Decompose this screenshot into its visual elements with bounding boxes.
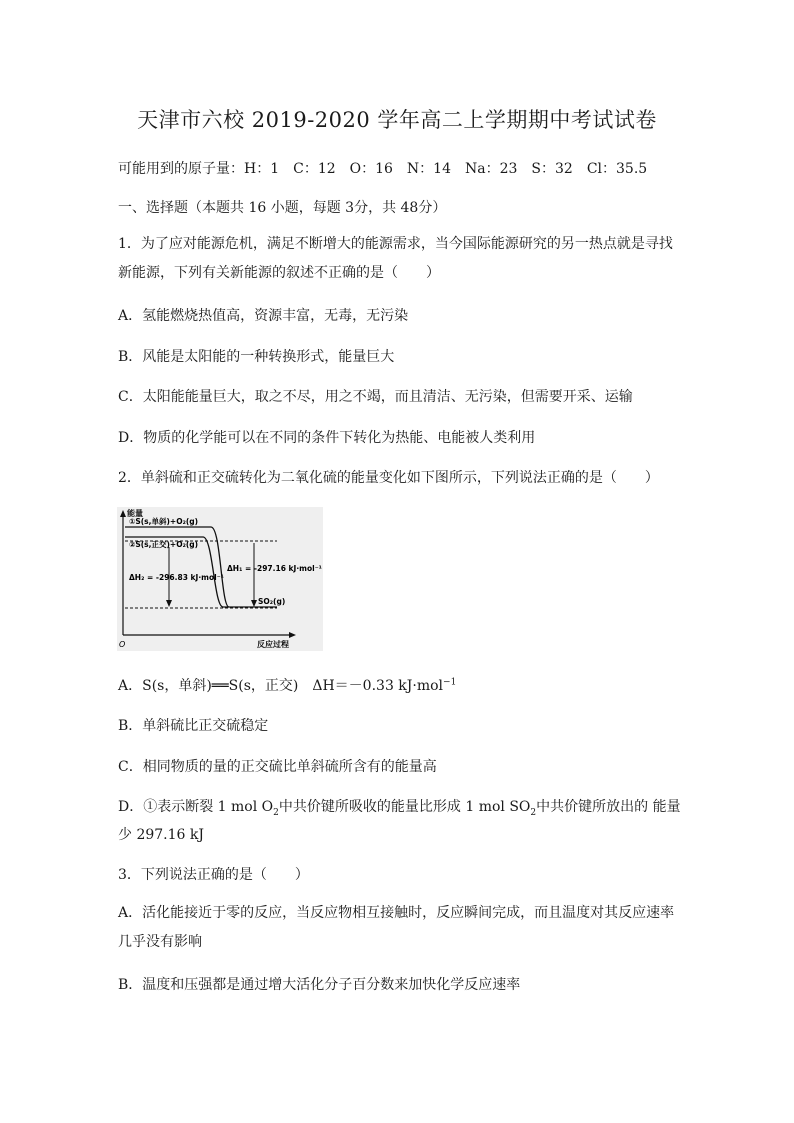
- x-axis-label: 反应过程: [257, 640, 289, 649]
- dh1-arrow-head: [251, 600, 257, 607]
- q2-option-a-text: A．S(s，单斜)══S(s，正交) ΔH＝－0.33 kJ·mol: [118, 678, 444, 694]
- energy-diagram: [117, 507, 323, 651]
- q3-option-b: B．温度和压强都是通过增大活化分子百分数来加快化学反应速率: [118, 977, 521, 993]
- q2-option-d-part1: D．①表示断裂 1 mol O: [118, 799, 274, 815]
- q2-stem: 2．单斜硫和正交硫转化为二氧化硫的能量变化如下图所示，下列说法正确的是（ ）: [118, 470, 659, 486]
- q1-option-c: C．太阳能能量巨大，取之不尽，用之不竭，而且清洁、无污染，但需要开采、运输: [118, 389, 633, 405]
- level-2-curve: [203, 537, 223, 607]
- level-2-label: ②S(s,正交)+O₂(g): [129, 540, 199, 549]
- q2-option-a-sup: −1: [443, 677, 457, 688]
- level-1-label: ①S(s,单斜)+O₂(g): [129, 517, 199, 526]
- q3-stem: 3．下列说法正确的是（ ）: [118, 867, 309, 883]
- q2-option-d-line2: 少 297.16 kJ: [118, 827, 204, 843]
- q1-option-b: B．风能是太阳能的一种转换形式，能量巨大: [118, 349, 395, 365]
- dh2-label: ΔH₂ = -296.83 kJ·mol⁻¹: [129, 573, 224, 582]
- q1-option-d: D．物质的化学能可以在不同的条件下转化为热能、电能被人类利用: [118, 430, 536, 446]
- q2-option-d: [118, 796, 681, 818]
- q2-option-a: [118, 675, 456, 695]
- y-axis-label: 能量: [127, 509, 143, 518]
- q2-option-b: B．单斜硫比正交硫稳定: [118, 718, 269, 734]
- page-title: 天津市六校 2019-2020 学年高二上学期期中考试试卷: [137, 108, 657, 132]
- q2-option-c: C．相同物质的量的正交硫比单斜硫所含有的能量高: [118, 759, 437, 775]
- origin-label: O: [119, 640, 126, 649]
- q2-option-d-sub2: 2: [530, 807, 537, 818]
- q2-option-d-part2: 中共价键所吸收的能量比形成 1 mol SO: [278, 799, 531, 815]
- q1-option-a: A．氢能燃烧热值高，资源丰富，无毒，无污染: [118, 308, 409, 324]
- product-label: SO₂(g): [258, 597, 286, 606]
- q1-stem: 1．为了应对能源危机，满足不断增大的能源需求，当今国际能源研究的另一热点就是寻找新能源，下列有关新能源的叙述不正确的是（ ）: [118, 236, 673, 281]
- q3-option-a: A．活化能接近于零的反应，当反应物相互接触时，反应瞬间完成，而且温度对其反应速率几乎没有影响: [118, 905, 675, 950]
- section-heading: 一、选择题（本题共 16 小题，每题 3分，共 48分）: [118, 200, 447, 216]
- x-axis-arrow: [289, 632, 296, 638]
- atomic-masses: 可能用到的原子量：H：1 C：12 O：16 N：14 Na：23 S：32 Cl：35.5: [118, 161, 648, 177]
- dh2-arrow-head: [166, 600, 172, 607]
- dh1-label: ΔH₁ = -297.16 kJ·mol⁻¹: [227, 564, 322, 573]
- y-axis-arrow: [120, 510, 126, 517]
- q2-option-d-sub1: 2: [273, 807, 279, 818]
- q2-option-d-part3: 中共价键所放出的 能量: [536, 799, 681, 815]
